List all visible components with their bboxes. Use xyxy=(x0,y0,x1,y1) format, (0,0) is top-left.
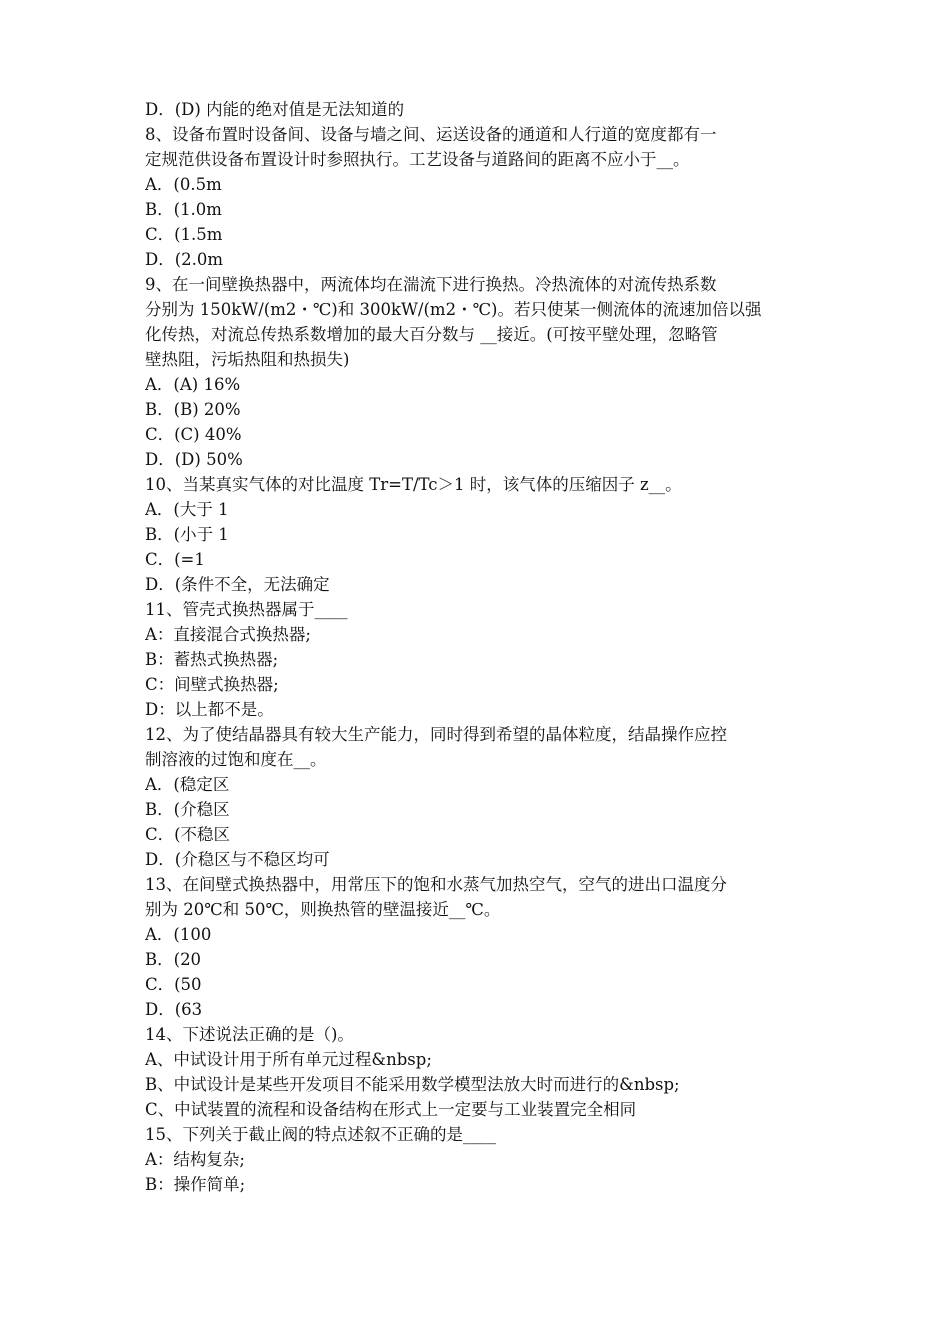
question-8-line-1: 8、设备布置时设备间、设备与墙之间、运送设备的通道和人行道的宽度都有一 xyxy=(145,125,717,144)
option-c: C．(C) 40% xyxy=(145,425,242,444)
question-13-line-1: 13、在间壁式换热器中，用常压下的饱和水蒸气加热空气，空气的进出口温度分 xyxy=(145,875,727,894)
question-9-line-1: 9、在一间壁换热器中，两流体均在湍流下进行换热。冷热流体的对流传热系数 xyxy=(145,275,717,294)
question-12-line-1: 12、为了使结晶器具有较大生产能力，同时得到希望的晶体粒度，结晶操作应控 xyxy=(145,725,727,744)
option-a: A．(稳定区 xyxy=(145,775,230,794)
option-c: C、中试装置的流程和设备结构在形式上一定要与工业装置完全相同 xyxy=(145,1100,637,1119)
option-d: D．(2.0m xyxy=(145,250,224,269)
question-10: 10、当某真实气体的对比温度 Tr=T/Tc＞1 时，该气体的压缩因子 z__。 xyxy=(145,475,682,494)
document-body xyxy=(145,97,810,1197)
option-c: C．(不稳区 xyxy=(145,825,231,844)
option-a: A．(0.5m xyxy=(145,175,222,194)
option-d: D：以上都不是。 xyxy=(145,700,274,719)
option-a: A．(大于 1 xyxy=(145,500,229,519)
option-d: D．(介稳区与不稳区均可 xyxy=(145,850,330,869)
question-9-line-3: 化传热，对流总传热系数增加的最大百分数与 __接近。(可按平壁处理，忽略管 xyxy=(145,325,718,344)
option-c: C：间壁式换热器; xyxy=(145,675,279,694)
option-b: B．(介稳区 xyxy=(145,800,230,819)
question-9-line-2: 分别为 150kW/(m2・℃)和 300kW/(m2・℃)。若只使某一侧流体的流速加倍以强 xyxy=(145,300,762,319)
option-d: D．(条件不全，无法确定 xyxy=(145,575,330,594)
option-b: B：操作简单; xyxy=(145,1175,246,1194)
option-b: B：蓄热式换热器; xyxy=(145,650,279,669)
question-12-line-2: 制溶液的过饱和度在__。 xyxy=(145,750,327,769)
option-b: B、中试设计是某些开发项目不能采用数学模型法放大时而进行的&nbsp; xyxy=(145,1075,680,1094)
option-d: D．(63 xyxy=(145,1000,203,1019)
question-13-line-2: 别为 20℃和 50℃，则换热管的壁温接近__℃。 xyxy=(145,900,501,919)
option-a: A、中试设计用于所有单元过程&nbsp; xyxy=(145,1050,432,1069)
option-c: C．(1.5m xyxy=(145,225,223,244)
option-a: A：结构复杂; xyxy=(145,1150,245,1169)
question-14: 14、下述说法正确的是（)。 xyxy=(145,1025,354,1044)
option-b: B．(B) 20% xyxy=(145,400,241,419)
option-a: A．(A) 16% xyxy=(145,375,241,394)
option-d: D．(D) 50% xyxy=(145,450,243,469)
text-line: D．(D) 内能的绝对值是无法知道的 xyxy=(145,100,405,119)
option-a: A．(100 xyxy=(145,925,212,944)
option-c: C．(=1 xyxy=(145,550,205,569)
question-9-line-4: 壁热阻，污垢热阻和热损失) xyxy=(145,350,350,369)
question-8-line-2: 定规范供设备布置设计时参照执行。工艺设备与道路间的距离不应小于__。 xyxy=(145,150,690,169)
option-a: A：直接混合式换热器; xyxy=(145,625,311,644)
option-b: B．(20 xyxy=(145,950,202,969)
option-c: C．(50 xyxy=(145,975,202,994)
option-b: B．(小于 1 xyxy=(145,525,229,544)
option-b: B．(1.0m xyxy=(145,200,222,219)
question-15: 15、下列关于截止阀的特点述叙不正确的是____ xyxy=(145,1125,496,1144)
question-11: 11、管壳式换热器属于____ xyxy=(145,600,348,619)
